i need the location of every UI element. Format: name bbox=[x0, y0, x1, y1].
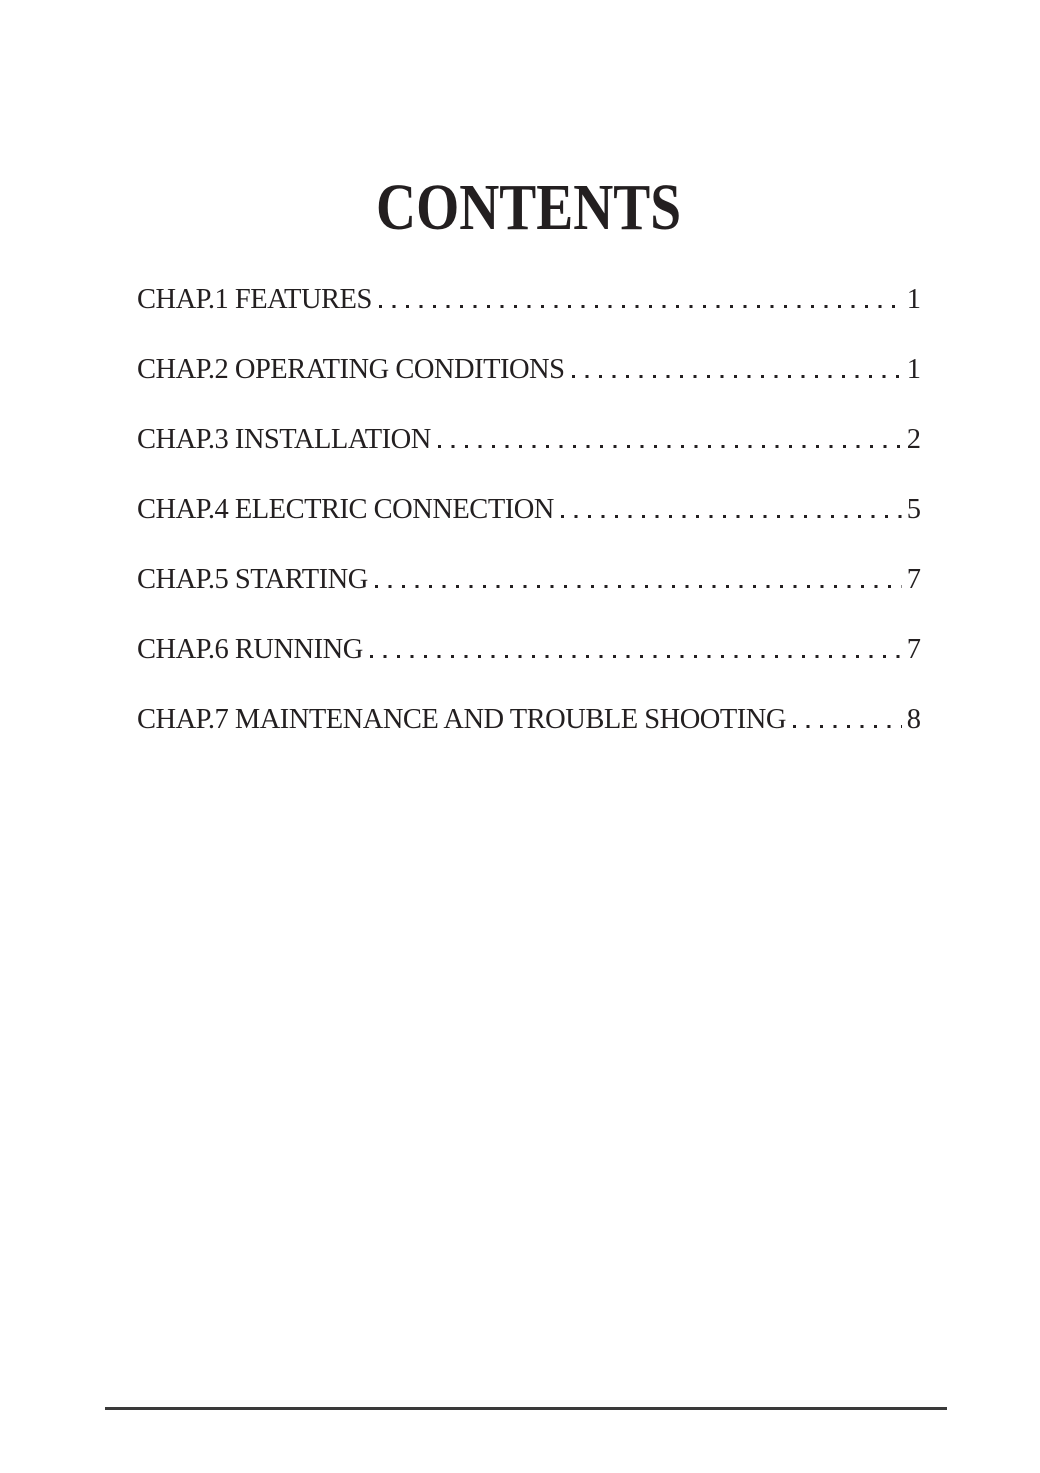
toc-entry-page: 5 bbox=[906, 494, 921, 525]
toc-entry-page: 7 bbox=[906, 564, 921, 595]
toc-entry-page: 1 bbox=[906, 284, 921, 315]
footer-rule bbox=[105, 1407, 947, 1410]
toc-entry-label: CHAP.4 ELECTRIC CONNECTION bbox=[137, 494, 554, 525]
toc-entry bbox=[137, 563, 921, 633]
toc-entry-label: CHAP.5 STARTING bbox=[137, 564, 368, 595]
toc-entry-page: 7 bbox=[906, 634, 921, 665]
dot-leader bbox=[375, 585, 902, 589]
toc-entry-label: CHAP.6 RUNNING bbox=[137, 634, 363, 665]
toc-entry-page: 8 bbox=[906, 704, 921, 735]
toc-entry-page: 2 bbox=[906, 424, 921, 455]
toc-entry bbox=[137, 703, 921, 773]
toc-entry-label: CHAP.1 FEATURES bbox=[137, 284, 372, 315]
toc-entry bbox=[137, 633, 921, 703]
toc-entry-label: CHAP.2 OPERATING CONDITIONS bbox=[137, 354, 565, 385]
dot-leader bbox=[438, 445, 902, 449]
toc-entry-label: CHAP.7 MAINTENANCE AND TROUBLE SHOOTING bbox=[137, 704, 786, 735]
toc-entry-label: CHAP.3 INSTALLATION bbox=[137, 424, 431, 455]
title-wrap bbox=[137, 171, 921, 244]
dot-leader bbox=[561, 515, 902, 519]
toc-entry bbox=[137, 353, 921, 423]
dot-leader bbox=[572, 375, 902, 379]
dot-leader bbox=[379, 305, 902, 309]
toc-entry bbox=[137, 493, 921, 563]
dot-leader bbox=[370, 655, 902, 659]
toc-list bbox=[137, 283, 921, 773]
toc-entry bbox=[137, 423, 921, 493]
dot-leader bbox=[793, 725, 902, 729]
page-title: CONTENTS bbox=[376, 171, 682, 244]
toc-entry bbox=[137, 283, 921, 353]
toc-entry-page: 1 bbox=[906, 354, 921, 385]
